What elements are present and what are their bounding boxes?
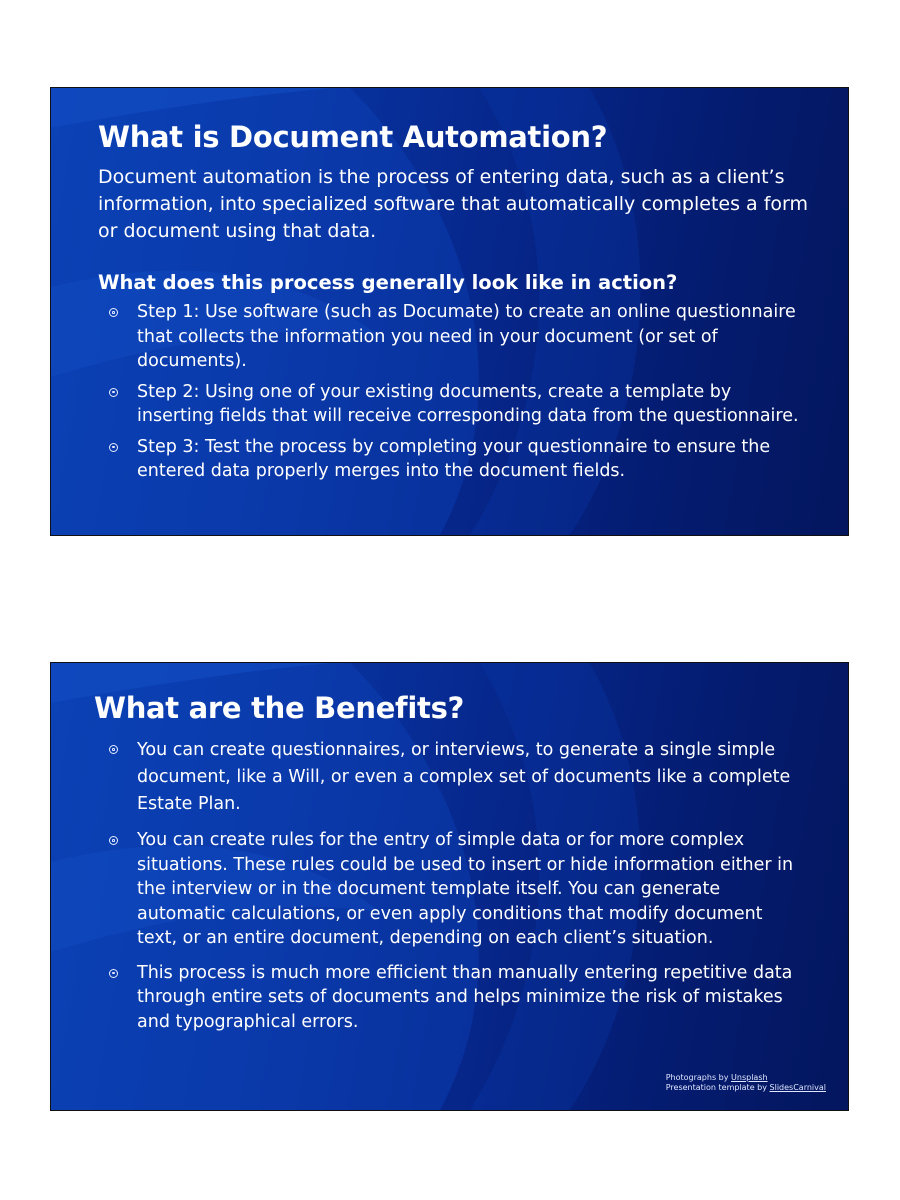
concentric-circle-bullet-icon [109, 443, 118, 452]
template-credit-prefix: Presentation template by [665, 1083, 770, 1092]
concentric-circle-bullet-icon [109, 969, 118, 978]
bullet-text: You can create questionnaires, or interviews, to generate a single simple document, like a Will, or even a complex set of documents like a complete Estate Plan. [137, 740, 791, 814]
slide1-bullet-step1 [51, 300, 848, 374]
credits [666, 1073, 826, 1093]
slide1-bullet-step3 [51, 435, 848, 484]
photo-credit-prefix: Photographs by [665, 1073, 732, 1082]
slide2-bullet-efficiency [51, 961, 848, 1035]
concentric-circle-bullet-icon [109, 836, 118, 845]
slide-benefits [50, 662, 849, 1111]
slide1-title: What is Document Automation? [98, 120, 608, 154]
bullet-text: This process is much more efficient than manually entering repetitive data through entire sets of documents and helps minimize the risk of mistakes and typographical errors. [137, 962, 793, 1032]
photo-credit [666, 1073, 826, 1083]
slide-document-automation [50, 87, 849, 536]
slide1-intro: Document automation is the process of entering data, such as a client’s information, into specialized software that automatically completes a form or document using that data. [98, 166, 809, 242]
unsplash-link[interactable]: Unsplash [731, 1073, 768, 1082]
concentric-circle-bullet-icon [109, 745, 118, 754]
slidescarnival-link[interactable]: SlidesCarnival [769, 1083, 826, 1092]
slide2-title: What are the Benefits? [94, 691, 465, 725]
bullet-text: Step 2: Using one of your existing documents, create a template by inserting fields that will receive corresponding data from the questionnaire. [137, 381, 799, 426]
slide1-bullet-step2 [51, 380, 848, 429]
slide2-bullet-questionnaires [51, 737, 848, 818]
concentric-circle-bullet-icon [109, 308, 118, 317]
template-credit [666, 1083, 826, 1093]
slide2-bullet-list [51, 737, 848, 1034]
bullet-text: Step 3: Test the process by completing your questionnaire to ensure the entered data properly merges into the document fields. [137, 436, 771, 481]
slide1-bullet-list [51, 300, 848, 490]
bullet-text: You can create rules for the entry of simple data or for more complex situations. These rules could be used to insert or hide information either in the interview or in the document template itself. You can generate automatic calculations, or even apply conditions that modify document text, or an entire document, depending on each client’s situation. [137, 830, 794, 948]
bullet-text: Step 1: Use software (such as Documate) to create an online questionnaire that collects the information you need in your document (or set of documents). [137, 302, 796, 371]
slide1-subheading: What does this process generally look like in action? [98, 271, 678, 294]
concentric-circle-bullet-icon [109, 388, 118, 397]
slide2-bullet-rules [51, 828, 848, 951]
